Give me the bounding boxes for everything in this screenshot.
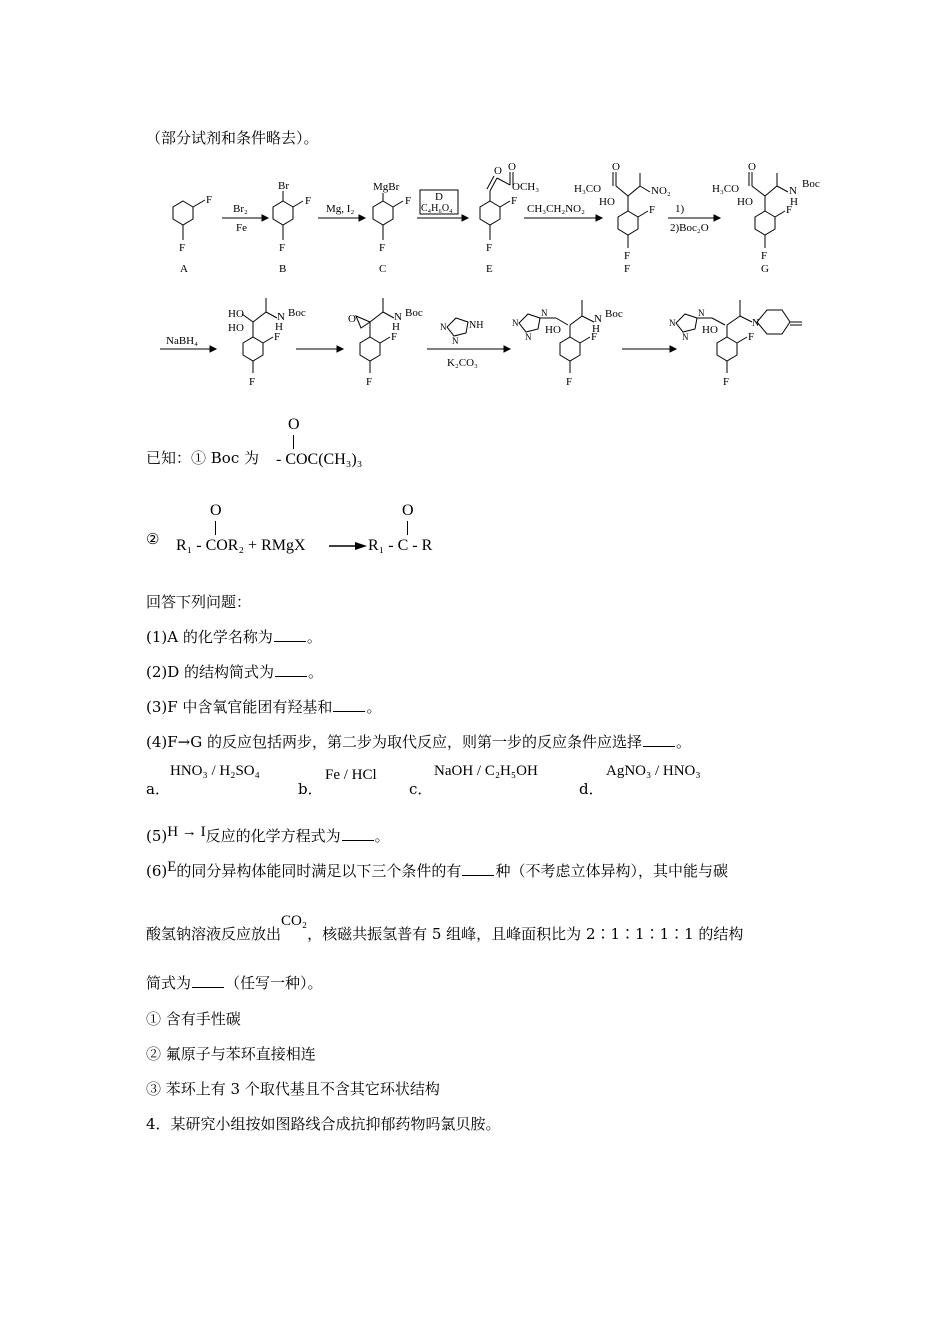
reaction-bond1 — [215, 521, 216, 535]
reaction-arrow — [329, 541, 367, 551]
answer-blank-3[interactable] — [333, 697, 365, 712]
svg-text:F: F — [305, 195, 312, 207]
svg-text:HO: HO — [599, 196, 615, 208]
svg-text:2)Boc₂O: 2)Boc₂O — [670, 222, 709, 234]
svg-text:N: N — [682, 332, 689, 342]
svg-text:H₃CO: H₃CO — [574, 183, 602, 195]
svg-text:F: F — [723, 376, 730, 388]
svg-text:F: F — [405, 195, 412, 207]
reaction-left: R₁ - COR₂ + RMgX — [176, 537, 306, 554]
option-b-value: Fe / HCl — [325, 767, 377, 783]
question-6-line2: 酸氢钠溶液反应放出CO₂，核磁共振氢普有 5 组峰，且峰面积比为 2∶1∶1∶1∶1 的结构 — [146, 913, 744, 943]
svg-text:D: D — [435, 191, 443, 203]
svg-text:Boc: Boc — [405, 307, 423, 319]
option-c[interactable]: c． — [409, 780, 433, 798]
condition-2: ② 氟原子与苯环直接相连 — [146, 1045, 316, 1063]
svg-text:F: F — [761, 250, 768, 262]
svg-text:F: F — [279, 242, 286, 254]
question-6-line3: 简式为 （任写一种）。 — [146, 974, 323, 992]
option-d-value: AgNO₃ / HNO₃ — [606, 763, 701, 779]
boc-formula: - COC(CH₃)₃ — [276, 451, 363, 468]
svg-text:F: F — [566, 376, 573, 388]
svg-text:Br₂: Br₂ — [233, 203, 248, 215]
answer-blank-2[interactable] — [275, 662, 307, 677]
reaction-o2: O — [402, 502, 414, 519]
option-a-value: HNO₃ / H₂SO₄ — [170, 763, 260, 779]
compound-a-ring — [173, 201, 193, 225]
svg-text:NH: NH — [469, 320, 484, 331]
svg-text:F: F — [379, 242, 386, 254]
svg-text:K₂CO₃: K₂CO₃ — [447, 357, 478, 369]
question-1: (1)A 的化学名称为 。 — [146, 628, 322, 646]
synthesis-scheme — [0, 0, 950, 400]
boc-bond — [293, 435, 294, 449]
svg-text:H: H — [592, 323, 600, 335]
svg-text:HO: HO — [228, 322, 244, 334]
label-c: C — [379, 263, 387, 275]
svg-text:H: H — [790, 196, 798, 208]
svg-text:N: N — [594, 313, 602, 325]
svg-text:OCH₃: OCH₃ — [512, 181, 540, 193]
reaction-o1: O — [210, 502, 222, 519]
svg-text:1): 1) — [675, 203, 685, 215]
svg-text:Boc: Boc — [605, 308, 623, 320]
svg-text:CH₃CH₂NO₂: CH₃CH₂NO₂ — [527, 203, 585, 215]
svg-text:F: F — [366, 376, 373, 388]
svg-text:Br: Br — [278, 180, 289, 192]
svg-text:F: F — [511, 195, 518, 207]
svg-text:F: F — [391, 331, 398, 343]
question-5: (5)H → I反应的化学方程式为 。 — [146, 824, 390, 845]
svg-text:N: N — [452, 336, 459, 346]
label-b: B — [279, 263, 287, 275]
reaction-bond2 — [407, 521, 408, 535]
svg-text:F: F — [591, 331, 598, 343]
svg-text:O: O — [612, 161, 620, 173]
svg-text:F: F — [249, 376, 256, 388]
svg-text:F: F — [179, 242, 186, 254]
question-4: (4)F→G 的反应包括两步，第二步为取代反应，则第一步的反应条件应选择 。 — [146, 733, 691, 751]
svg-text:HO: HO — [228, 308, 244, 320]
svg-text:Fe: Fe — [236, 222, 247, 234]
svg-text:H₃CO: H₃CO — [712, 183, 740, 195]
intro-text: （部分试剂和条件略去）。 — [146, 129, 319, 147]
svg-text:H: H — [392, 321, 400, 333]
next-question: 4．某研究小组按如图路线合成抗抑郁药物吗氯贝胺。 — [146, 1115, 501, 1133]
answer-blank-6a[interactable] — [462, 861, 494, 876]
option-d[interactable]: d． — [579, 780, 604, 798]
answer-blank-4[interactable] — [643, 732, 675, 747]
svg-text:HO: HO — [545, 324, 561, 336]
svg-text:F: F — [748, 331, 755, 343]
svg-text:N: N — [277, 311, 285, 323]
svg-text:O: O — [748, 161, 756, 173]
svg-text:N: N — [789, 185, 797, 197]
svg-text:N: N — [669, 318, 676, 328]
known-item2-marker: ② — [146, 530, 160, 548]
condition-3: ③ 苯环上有 3 个取代基且不含其它环状结构 — [146, 1080, 440, 1098]
svg-text:N: N — [525, 332, 532, 342]
option-a[interactable]: a． — [146, 780, 170, 798]
answer-header: 回答下列问题： — [146, 593, 252, 611]
svg-text:O: O — [508, 161, 516, 173]
svg-text:F: F — [786, 204, 793, 216]
answer-blank-1[interactable] — [274, 627, 306, 642]
svg-text:Mg, I₂: Mg, I₂ — [326, 203, 355, 215]
known-prefix: 已知：① Boc 为 — [146, 449, 259, 467]
question-3: (3)F 中含氧官能团有羟基和 。 — [146, 698, 382, 716]
svg-text:NaBH₄: NaBH₄ — [166, 335, 198, 347]
svg-text:N: N — [752, 318, 760, 329]
svg-text:N: N — [394, 311, 402, 323]
svg-text:HO: HO — [702, 324, 718, 336]
label-a: A — [180, 263, 188, 275]
question-2: (2)D 的结构简式为 。 — [146, 663, 324, 681]
svg-text:C₄H₆O₄: C₄H₆O₄ — [421, 203, 453, 214]
svg-text:F: F — [649, 204, 656, 216]
svg-text:F: F — [206, 194, 213, 206]
answer-blank-6b[interactable] — [192, 973, 224, 988]
svg-text:O: O — [348, 313, 356, 325]
svg-text:N: N — [541, 308, 548, 318]
svg-text:O: O — [494, 165, 502, 177]
answer-blank-5[interactable] — [342, 826, 374, 841]
svg-text:F: F — [274, 331, 281, 343]
svg-text:N: N — [512, 318, 519, 328]
svg-text:Boc: Boc — [288, 307, 306, 319]
known-boc — [146, 448, 259, 468]
svg-text:F: F — [486, 242, 493, 254]
svg-text:Boc: Boc — [802, 178, 820, 190]
boc-o: O — [288, 416, 300, 433]
option-b[interactable]: b． — [298, 780, 323, 798]
label-f: F — [624, 263, 631, 275]
label-g: G — [761, 263, 769, 275]
svg-text:N: N — [698, 308, 705, 318]
reaction-right: R₁ - C - R — [368, 537, 433, 554]
condition-1: ① 含有手性碳 — [146, 1010, 241, 1028]
svg-text:F: F — [624, 250, 631, 262]
option-c-value: NaOH / C₂H₅OH — [434, 763, 538, 779]
svg-text:NO₂: NO₂ — [651, 185, 671, 197]
svg-text:N: N — [440, 322, 447, 332]
svg-text:HO: HO — [737, 196, 753, 208]
svg-text:MgBr: MgBr — [373, 181, 400, 193]
svg-text:H: H — [275, 321, 283, 333]
question-6-line1: (6)E的同分异构体能同时满足以下三个条件的有 种（不考虑立体异构），其中能与碳 — [146, 859, 728, 880]
label-e: E — [486, 263, 493, 275]
